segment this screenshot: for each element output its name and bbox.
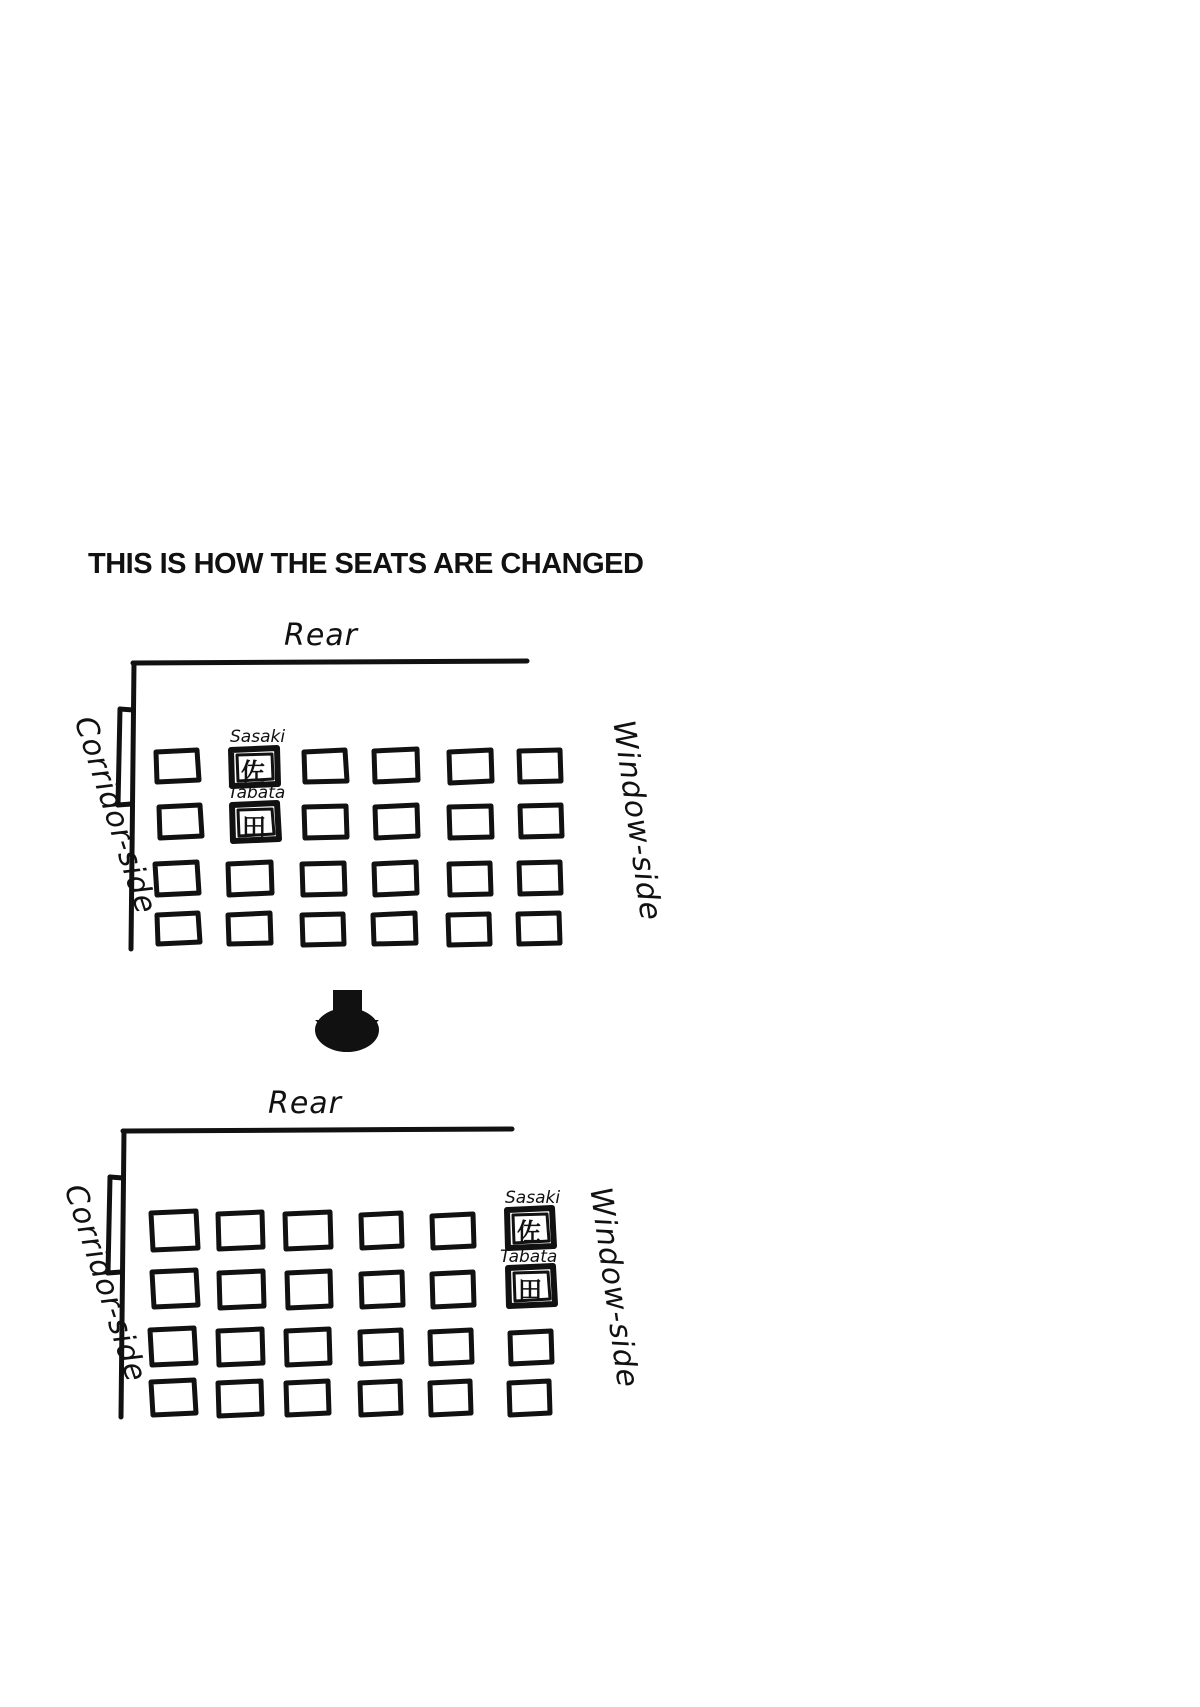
seat-r3c2 [228, 862, 272, 895]
seat-r1c3 [304, 750, 347, 782]
seat-a-r4c1 [151, 1380, 196, 1415]
seat-r3c1 [155, 862, 199, 895]
before-kanji-tabata: 田 [242, 813, 266, 841]
before-window-side-label: Window-side [605, 718, 669, 924]
seat-r2c1 [159, 805, 202, 838]
after-name-sasaki: Sasaki [505, 1188, 561, 1208]
after-window-side-label: Window-side [582, 1185, 646, 1391]
seat-r4c6 [518, 913, 560, 944]
after-seat-row-1 [151, 1211, 474, 1250]
before-name-sasaki: Sasaki [230, 727, 286, 747]
after-seat-row-3 [150, 1328, 552, 1365]
seat-r4c5 [448, 914, 490, 945]
before-name-tabata: Tabata [228, 783, 286, 803]
before-corridor-side-label: Corridor-side [66, 712, 164, 919]
seat-r1c4 [374, 749, 418, 782]
seat-a-r1c3 [285, 1212, 331, 1249]
seat-r2c3 [304, 806, 347, 838]
seat-a-r2c1 [152, 1270, 198, 1307]
seat-r2c6 [520, 805, 562, 837]
after-name-tabata: Tabata [500, 1247, 558, 1267]
seat-a-r2c4 [361, 1272, 403, 1307]
page-title: THIS IS HOW THE SEATS ARE CHANGED [88, 548, 644, 580]
seat-r1c6 [519, 750, 561, 782]
seat-a-r3c3 [286, 1329, 330, 1365]
seat-r2c5 [449, 806, 492, 838]
after-corridor-side-label: Corridor-side [56, 1180, 154, 1387]
before-kanji-sasaki: 佐 [241, 758, 265, 786]
after-kanji-tabata: 田 [518, 1276, 542, 1304]
after-seat-row-2 [152, 1270, 474, 1308]
seat-a-r3c6 [510, 1331, 552, 1364]
seat-a-r4c6 [509, 1381, 550, 1415]
down-arrow-icon [315, 990, 379, 1052]
seat-a-r4c5 [430, 1381, 471, 1415]
seat-r3c4 [374, 862, 417, 895]
seat-a-r1c2 [218, 1212, 263, 1249]
seat-r3c3 [302, 863, 345, 895]
seat-r4c3 [302, 914, 344, 945]
seat-r4c4 [373, 913, 416, 944]
seat-r4c2 [228, 913, 271, 944]
seat-a-r2c2 [219, 1271, 264, 1308]
after-kanji-sasaki: 佐 [517, 1218, 541, 1246]
seat-r2c4 [375, 805, 418, 838]
seat-r1c1 [156, 750, 199, 782]
seat-a-r4c4 [360, 1381, 401, 1415]
before-seat-row-3 [155, 862, 561, 895]
seat-r1c5 [449, 750, 492, 783]
before-rear-label: Rear [284, 618, 359, 653]
after-seat-row-4 [151, 1380, 550, 1416]
seat-a-r3c4 [360, 1330, 402, 1364]
before-seat-row-1 [156, 749, 561, 783]
after-rear-label: Rear [268, 1086, 343, 1121]
seat-a-r1c5 [432, 1214, 474, 1248]
before-seat-row-4 [157, 913, 560, 945]
seat-r3c6 [519, 862, 561, 894]
seat-a-r1c1 [151, 1211, 198, 1250]
seat-r3c5 [449, 863, 491, 895]
seat-a-r4c2 [218, 1381, 262, 1416]
seat-a-r4c3 [286, 1381, 329, 1415]
seat-a-r3c2 [218, 1329, 263, 1365]
seat-a-r1c4 [361, 1213, 402, 1248]
seat-a-r2c5 [432, 1272, 474, 1307]
before-seat-row-2 [159, 805, 562, 838]
seat-a-r3c1 [150, 1328, 196, 1365]
seat-a-r2c3 [287, 1271, 331, 1308]
seat-r4c1 [157, 913, 200, 944]
seat-a-r3c5 [430, 1330, 472, 1364]
